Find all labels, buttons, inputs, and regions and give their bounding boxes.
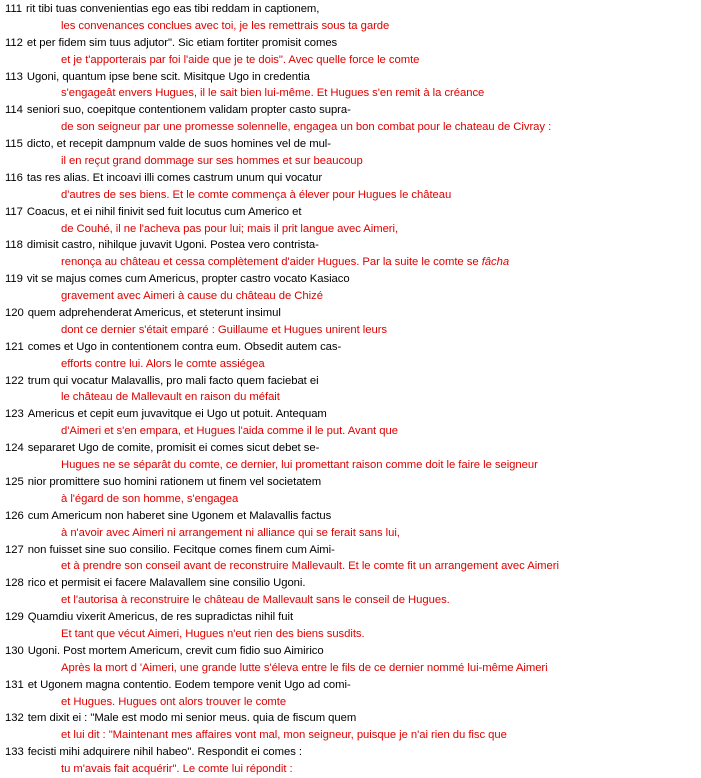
latin-text: fecisti mihi adquirere nihil habeo". Respondit ei comes : bbox=[27, 746, 303, 759]
french-text: de son seigneur par une promesse solennelle, engagea un bon combat pour le chateau de Civray : bbox=[61, 121, 552, 134]
french-text: et l'autorisa à reconstruire le château de Mallevault sans le conseil de Hugues. bbox=[61, 594, 450, 607]
latin-line bbox=[5, 508, 699, 525]
latin-text: cum Americum non haberet sine Ugonem et Malavallis factus bbox=[27, 509, 332, 522]
french-text: Hugues ne se séparât du comte, ce dernier, lui promettant raison comme doit le faire le seigneur bbox=[61, 459, 538, 472]
latin-line bbox=[5, 710, 699, 727]
french-text: Après la mort d 'Aimeri, une grande lutte s'éleva entre le fils de ce dernier nommé lui-même Aimeri bbox=[61, 661, 548, 674]
latin-text: Quamdiu vixerit Americus, de res supradictas nihil fuit bbox=[27, 611, 294, 624]
french-translation-line bbox=[5, 254, 699, 271]
line-number: 125 bbox=[5, 475, 24, 488]
french-text: tu m'avais fait acquérir". Le comte lui répondit : bbox=[61, 763, 293, 776]
french-translation-line bbox=[5, 85, 699, 102]
line-number: 118 bbox=[5, 239, 23, 252]
french-translation-line bbox=[5, 389, 699, 406]
latin-line bbox=[5, 542, 699, 559]
french-text: Et tant que vécut Aimeri, Hugues n'eut rien des biens susdits. bbox=[61, 627, 365, 640]
latin-line bbox=[5, 744, 699, 761]
line-number: 124 bbox=[5, 442, 24, 455]
latin-line bbox=[5, 305, 699, 322]
line-number: 123 bbox=[5, 408, 24, 421]
french-text: les convenances conclues avec toi, je les remettrais sous ta garde bbox=[61, 19, 390, 32]
latin-line bbox=[5, 575, 699, 592]
line-number: 115 bbox=[5, 138, 23, 151]
latin-text: trum qui vocatur Malavallis, pro mali facto quem faciebat ei bbox=[27, 374, 319, 387]
latin-line bbox=[5, 204, 699, 221]
latin-line bbox=[5, 677, 699, 694]
line-number: 121 bbox=[5, 340, 24, 353]
french-translation-line bbox=[5, 288, 699, 305]
latin-text: dimisit castro, nihilque juvavit Ugoni. Postea vero contrista- bbox=[26, 239, 319, 252]
line-number: 126 bbox=[5, 509, 24, 522]
latin-text: non fuisset sine suo consilio. Fecitque comes finem cum Aimi- bbox=[27, 543, 335, 556]
latin-text: rico et permisit ei facere Malavallem sine consilio Ugoni. bbox=[27, 577, 306, 590]
french-text: d'Aimeri et s'en empara, et Hugues l'aida comme il le put. Avant que bbox=[61, 425, 398, 438]
latin-text: seniori suo, coepitque contentionem validam propter casto supra- bbox=[26, 104, 351, 117]
french-text: et je t'apporterais par foi l'aide que je te dois". Avec quelle force le comte bbox=[61, 53, 420, 66]
french-translation-line bbox=[5, 694, 699, 711]
french-text: renonça au château et cessa complètement d'aider Hugues. Par la suite le comte se bbox=[61, 256, 482, 269]
latin-line bbox=[5, 35, 699, 52]
french-text: et lui dit : "Maintenant mes affaires vont mal, mon seigneur, puisque je n'ai rien du fisc que bbox=[61, 729, 507, 742]
latin-line bbox=[5, 136, 699, 153]
line-number: 112 bbox=[5, 36, 23, 49]
text-document bbox=[5, 1, 699, 778]
french-text: s'engageât envers Hugues, il le sait bien lui-même. Et Hugues s'en remit à la créance bbox=[61, 87, 485, 100]
french-text: d'autres de ses biens. Et le comte commença à élever pour Hugues le château bbox=[61, 188, 452, 201]
line-number: 130 bbox=[5, 644, 24, 657]
french-text: le château de Mallevault en raison du méfait bbox=[61, 391, 280, 404]
line-number: 119 bbox=[5, 273, 23, 286]
french-translation-line bbox=[5, 187, 699, 204]
line-number: 133 bbox=[5, 746, 24, 759]
french-translation-line bbox=[5, 558, 699, 575]
latin-text: dicto, et recepit dampnum valde de suos homines vel de mul- bbox=[26, 138, 331, 151]
latin-line bbox=[5, 170, 699, 187]
line-number: 111 bbox=[5, 3, 23, 15]
french-translation-line bbox=[5, 592, 699, 609]
french-text: dont ce dernier s'était emparé : Guillaume et Hugues unirent leurs bbox=[61, 323, 388, 336]
french-translation-line bbox=[5, 119, 699, 136]
latin-text: rit tibi tuas convenientias ego eas tibi reddam in captionem, bbox=[26, 3, 320, 15]
latin-text: tem dixit ei : "Male est modo mi senior meus. quia de fiscum quem bbox=[27, 712, 357, 725]
latin-text: vit se majus comes cum Americus, propter castro vocato Kasiaco bbox=[26, 273, 350, 286]
line-number: 116 bbox=[5, 171, 23, 184]
french-translation-line bbox=[5, 457, 699, 474]
line-number: 120 bbox=[5, 307, 24, 320]
latin-line bbox=[5, 440, 699, 457]
latin-text: separaret Ugo de comite, promisit ei comes sicut debet se- bbox=[27, 442, 320, 455]
line-number: 132 bbox=[5, 712, 24, 725]
french-text: à n'avoir avec Aimeri ni arrangement ni alliance qui se ferait sans lui, bbox=[61, 526, 400, 539]
line-number: 122 bbox=[5, 374, 24, 387]
latin-text: et Ugonem magna contentio. Eodem tempore venit Ugo ad comi- bbox=[27, 678, 351, 691]
latin-line bbox=[5, 643, 699, 660]
latin-line bbox=[5, 69, 699, 86]
line-number: 127 bbox=[5, 543, 24, 556]
french-translation-line bbox=[5, 491, 699, 508]
line-number: 117 bbox=[5, 205, 23, 218]
latin-text: quem adprehenderat Americus, et steterunt insimul bbox=[27, 307, 281, 320]
french-translation-line bbox=[5, 153, 699, 170]
latin-text: Ugoni. Post mortem Americum, crevit cum fidio suo Aimirico bbox=[27, 644, 324, 657]
french-translation-line bbox=[5, 727, 699, 744]
french-translation-line bbox=[5, 221, 699, 238]
latin-text: Americus et cepit eum juvavitque ei Ugo ut potuit. Antequam bbox=[27, 408, 327, 421]
french-text: et Hugues. Hugues ont alors trouver le comte bbox=[61, 695, 287, 708]
french-translation-line bbox=[5, 660, 699, 677]
french-translation-line bbox=[5, 761, 699, 778]
latin-line bbox=[5, 1, 699, 18]
latin-line bbox=[5, 102, 699, 119]
french-translation-line bbox=[5, 626, 699, 643]
latin-text: tas res alias. Et incoavi illi comes castrum unum qui vocatur bbox=[26, 171, 323, 184]
latin-line bbox=[5, 373, 699, 390]
line-number: 131 bbox=[5, 678, 24, 691]
french-translation-line bbox=[5, 322, 699, 339]
latin-text: Ugoni, quantum ipse bene scit. Misitque Ugo in credentia bbox=[26, 70, 310, 83]
latin-line bbox=[5, 237, 699, 254]
latin-line bbox=[5, 406, 699, 423]
french-translation-line bbox=[5, 52, 699, 69]
french-text: il en reçut grand dommage sur ses hommes et sur beaucoup bbox=[61, 155, 363, 168]
french-text: gravement avec Aimeri à cause du château de Chizé bbox=[61, 290, 323, 303]
latin-text: comes et Ugo in contentionem contra eum. Obsedit autem cas- bbox=[27, 340, 342, 353]
latin-line bbox=[5, 339, 699, 356]
french-translation-line bbox=[5, 525, 699, 542]
french-text: efforts contre lui. Alors le comte assiégea bbox=[61, 357, 265, 370]
latin-line bbox=[5, 474, 699, 491]
line-number: 114 bbox=[5, 104, 23, 117]
french-text: à l'égard de son homme, s'engagea bbox=[61, 492, 239, 505]
line-number: 128 bbox=[5, 577, 24, 590]
french-translation-line bbox=[5, 18, 699, 35]
latin-text: nior promittere suo homini rationem ut finem vel societatem bbox=[27, 475, 322, 488]
latin-line bbox=[5, 271, 699, 288]
french-italic-text: fâcha bbox=[481, 256, 510, 269]
line-number: 113 bbox=[5, 70, 23, 83]
french-text: de Couhé, il ne l'acheva pas pour lui; mais il prit langue avec Aimeri, bbox=[61, 222, 399, 235]
french-text: et à prendre son conseil avant de reconstruire Mallevault. Et le comte fit un arrangement avec Aimeri bbox=[61, 560, 559, 573]
line-number: 129 bbox=[5, 611, 24, 624]
french-translation-line bbox=[5, 356, 699, 373]
latin-line bbox=[5, 609, 699, 626]
latin-text: Coacus, et ei nihil finivit sed fuit locutus cum Americo et bbox=[26, 205, 302, 218]
latin-text: et per fidem sim tuus adjutor". Sic etiam fortiter promisit comes bbox=[26, 36, 338, 49]
french-translation-line bbox=[5, 423, 699, 440]
